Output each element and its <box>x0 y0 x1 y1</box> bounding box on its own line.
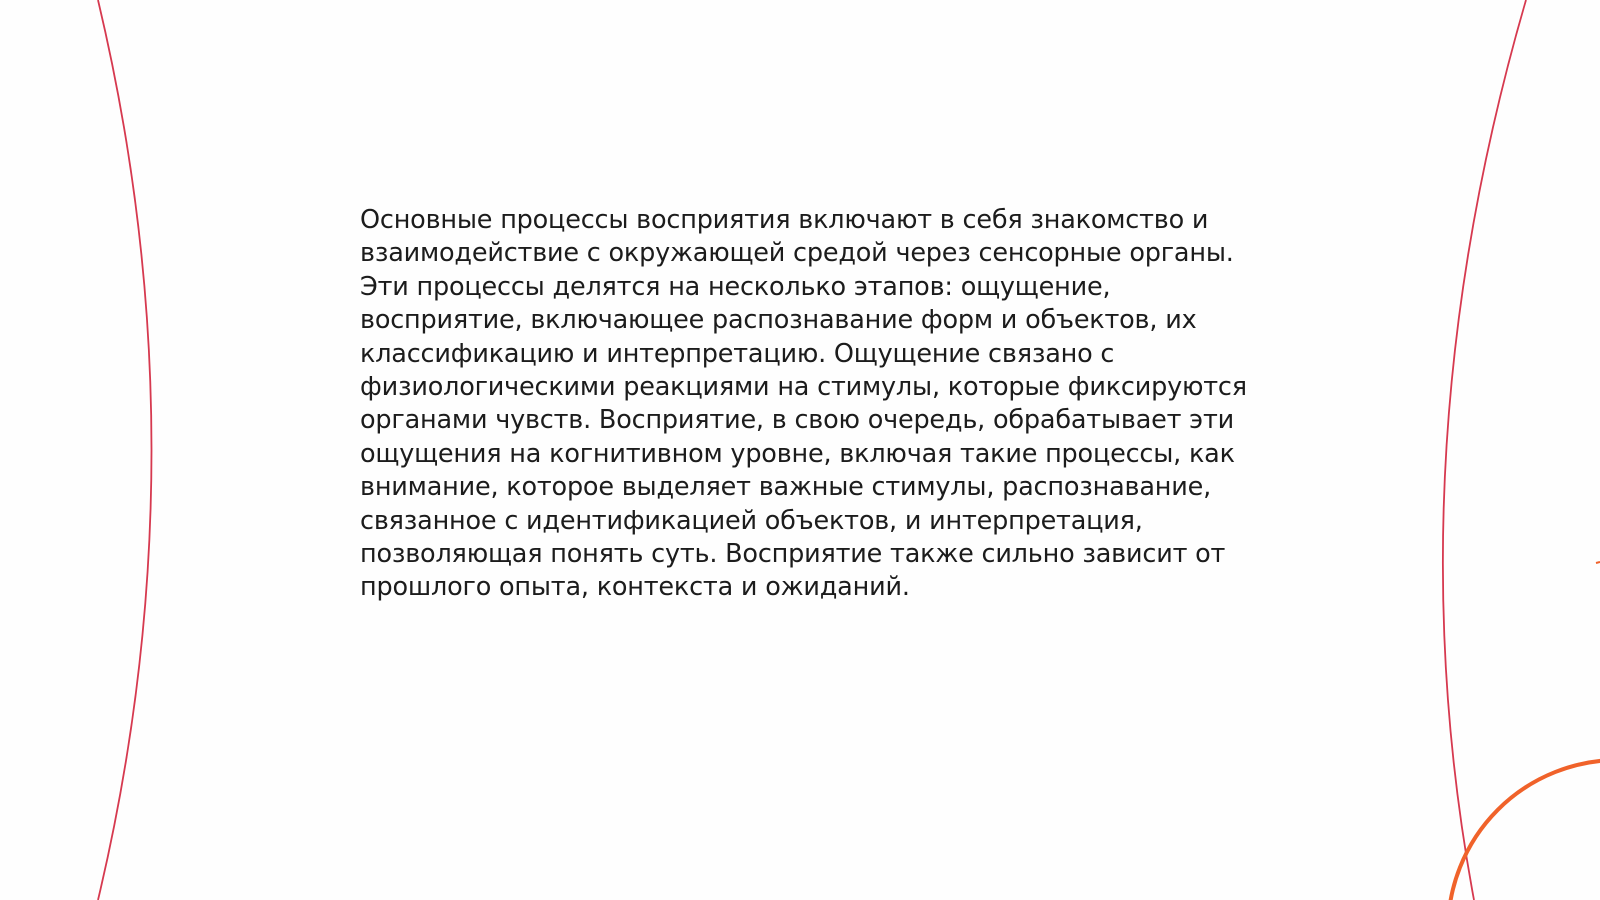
body-paragraph: Основные процессы восприятия включают в себя знакомство и взаимодействие с окружающей средой через сенсорные органы. Эти процессы делятся на несколько этапов: ощущение, восприятие, включающее распознавание форм и объектов, их классификацию и интерпретацию. Ощущение связано с физиологическими реакциями на стимулы, которые фиксируются органами чувств. Восприятие, в свою очередь, обрабатывает эти ощущения на когнитивном уровне, включая такие процессы, как внимание, которое выделяет важные стимулы, распознавание, связанное с идентификацией объектов, и интерпретация, позволяющая понять суть. Восприятие также сильно зависит от прошлого опыта, контекста и ожиданий. <box>360 205 1247 603</box>
right-edge-tick <box>1596 562 1600 563</box>
right-curve-line <box>1443 0 1526 900</box>
left-curve-line <box>98 0 152 900</box>
